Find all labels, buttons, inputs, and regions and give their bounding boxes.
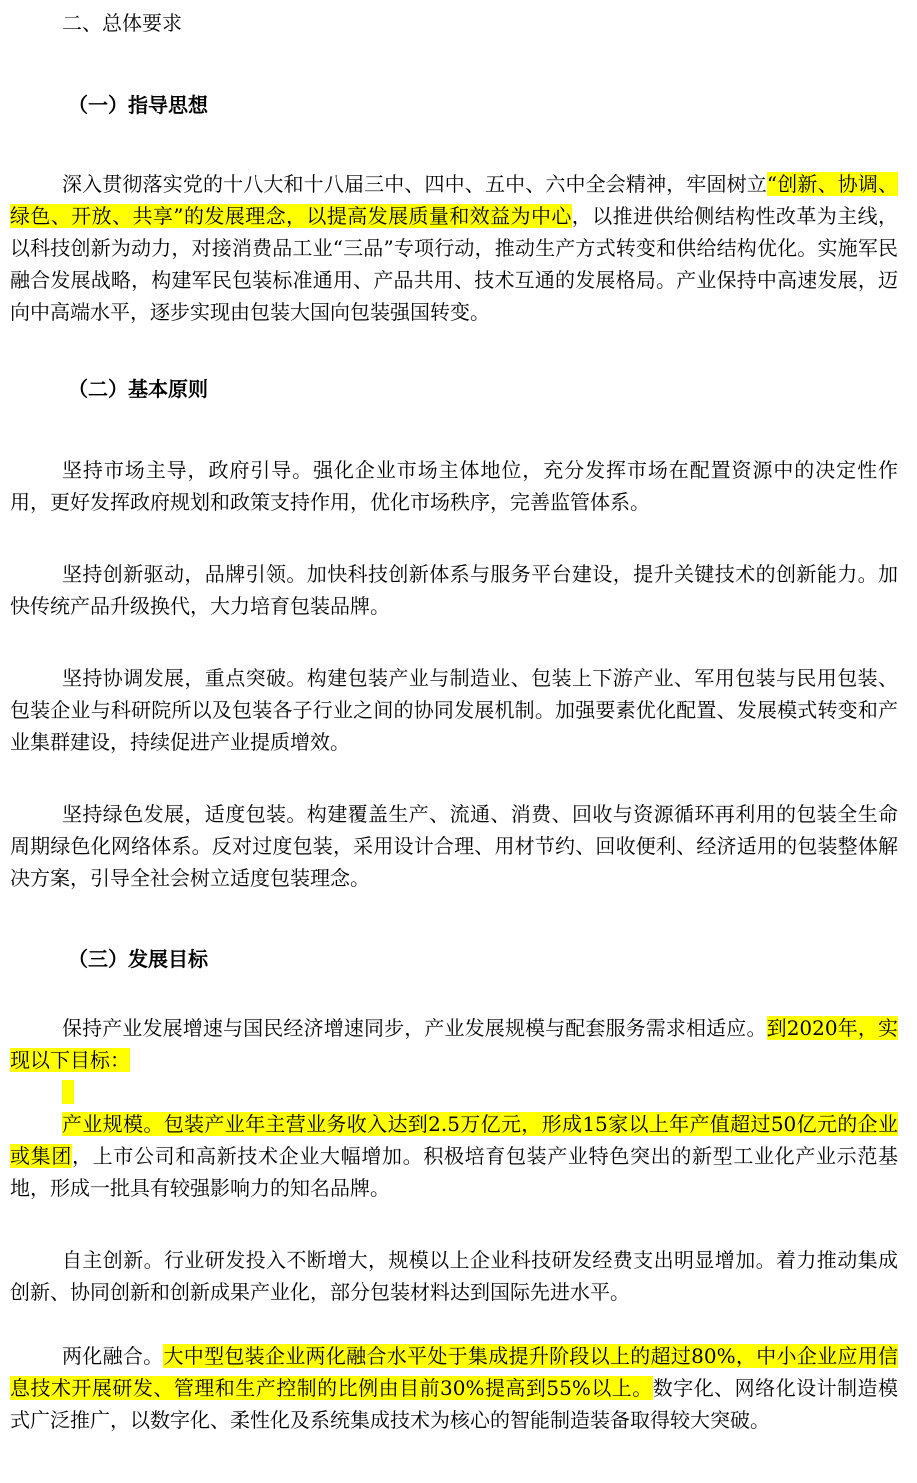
heading-development-goals: （三）发展目标 — [68, 947, 208, 971]
text-run: ，上市公司和高新技术企业大幅增加。积极培育包装产业特色突出的新型工业化产业示范基地，形成一批具有较强影响力的知名品牌。 — [10, 1144, 898, 1200]
paragraph-guiding-thought — [10, 168, 898, 328]
heading-basic-principles: （二）基本原则 — [68, 377, 208, 401]
text-run: 数字化、网络化设计制造模式广泛推广，以数字化、柔性化及系统集成技术为核心的智能制造装备取得较大突破。 — [10, 1376, 899, 1432]
text-run: ，以推进供给侧结构性改革为主线，以科技创新为动力，对接消费品工业“三品”专项行动，推动生产方式转变和供给结构优化。实施军民融合发展战略，构建军民包装标准通用、产品共用、技术互通的发展格局。产业保持中高速发展，迈向中高端水平，逐步实现由包装大国向包装强国转变。 — [10, 204, 898, 324]
paragraph-goal-integration — [10, 1340, 898, 1436]
text-run: 两化融合。 — [62, 1344, 164, 1368]
document-body — [10, 0, 898, 1436]
heading-guiding-thought: （一）指导思想 — [68, 93, 208, 117]
paragraph-principle-innovation: 坚持创新驱动，品牌引领。加快科技创新体系与服务平台建设，提升关键技术的创新能力。加快传统产品升级换代，大力培育包装品牌。 — [10, 562, 898, 618]
highlighted-text: 到2020年，实现以下目标： — [10, 1016, 898, 1072]
highlight-marker — [62, 1080, 74, 1104]
paragraph-goals-intro — [10, 1012, 898, 1076]
paragraph-goal-scale — [10, 1108, 898, 1204]
paragraph-goal-innovation: 自主创新。行业研发投入不断增大，规模以上企业科技研发经费支出明显增加。着力推动集成创新、协同创新和创新成果产业化，部分包装材料达到国际先进水平。 — [10, 1248, 898, 1304]
empty-highlighted-line — [10, 1076, 898, 1108]
section-title: 二、总体要求 — [62, 11, 182, 35]
highlighted-text: “创新、协调、绿色、开放、共享”的发展理念，以提高发展质量和效益为中心 — [10, 172, 898, 228]
paragraph-principle-green: 坚持绿色发展，适度包装。构建覆盖生产、流通、消费、回收与资源循环再利用的包装全生命周期绿色化网络体系。反对过度包装，采用设计合理、用材节约、回收便利、经济适用的包装整体解决方案，引导全社会树立适度包装理念。 — [10, 802, 898, 890]
paragraph-principle-market: 坚持市场主导，政府引导。强化企业市场主体地位，充分发挥市场在配置资源中的决定性作用，更好发挥政府规划和政策支持作用，优化市场秩序，完善监管体系。 — [10, 458, 898, 514]
text-run: 保持产业发展增速与国民经济增速同步，产业发展规模与配套服务需求相适应。 — [62, 1016, 767, 1040]
highlighted-text: 产业规模。包装产业年主营业务收入达到2.5万亿元，形成15家以上年产值超过50亿元的企业或集团 — [10, 1112, 898, 1168]
highlighted-text: 大中型包装企业两化融合水平处于集成提升阶段以上的超过80%，中小企业应用信息技术开展研发、管理和生产控制的比例由目前30%提高到55%以上。 — [10, 1344, 899, 1400]
text-run: 深入贯彻落实党的十八大和十八届三中、四中、五中、六中全会精神，牢固树立 — [62, 172, 767, 196]
paragraph-principle-coordination: 坚持协调发展，重点突破。构建包装产业与制造业、包装上下游产业、军用包装与民用包装、包装企业与科研院所以及包装各子行业之间的协同发展机制。加强要素优化配置、发展模式转变和产业集群建设，持续促进产业提质增效。 — [10, 666, 898, 754]
